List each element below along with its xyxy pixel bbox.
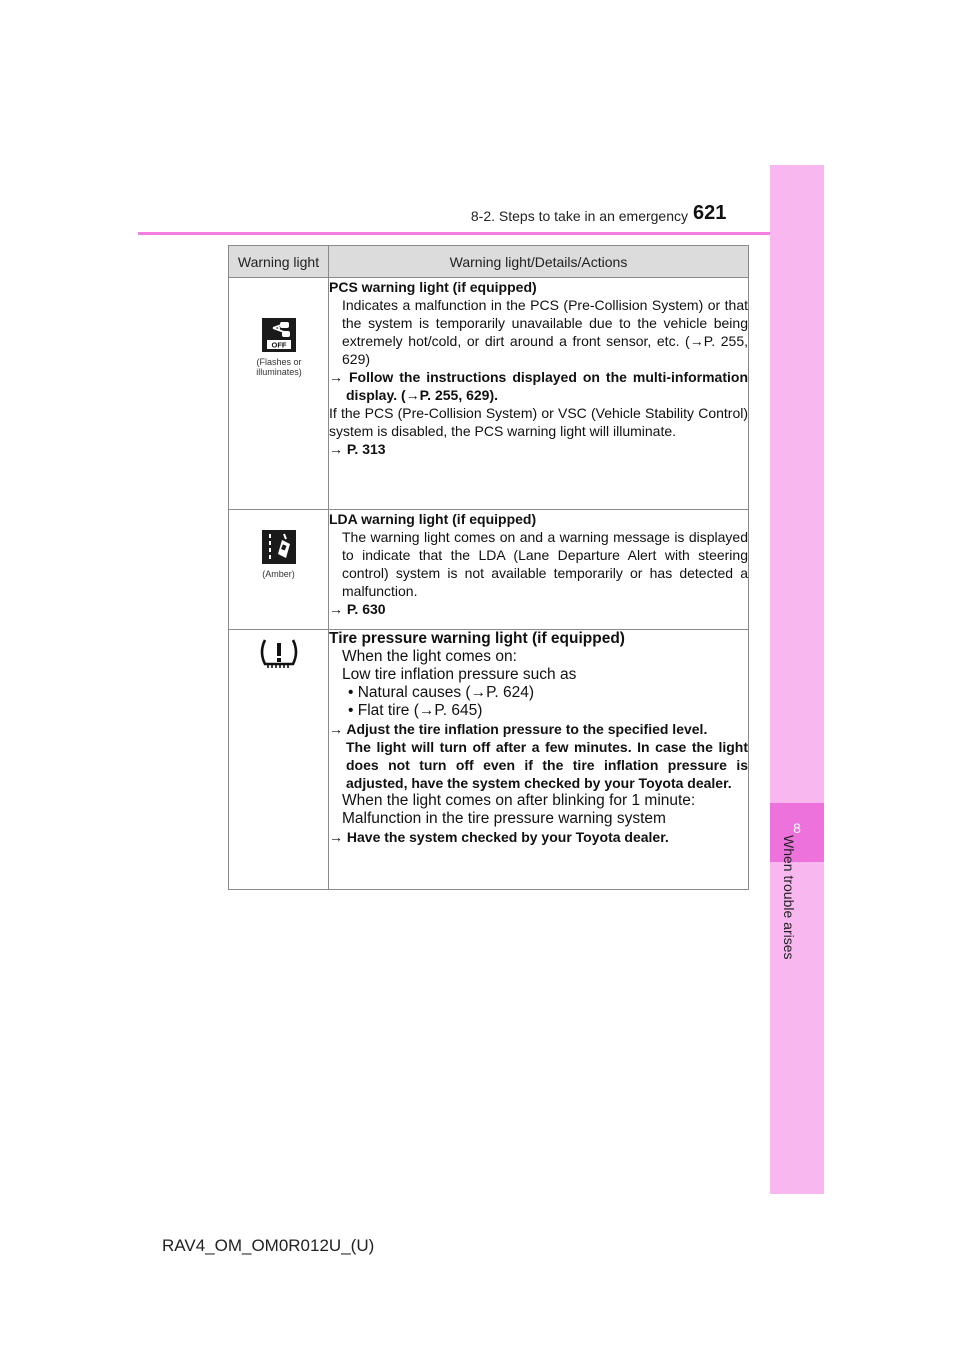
warning-description: Indicates a malfunction in the PCS (Pre-Collision System) or that the system is temporarily unavailable due to the vehicle being extremely hot/cold, or dirt around a front sensor, etc. (→P. 255, 629) [342,297,748,367]
table-header-row [229,246,749,278]
list-item: • Natural causes (→P. 624) [348,684,535,701]
warning-action: → Follow the instructions displayed on the multi-information display. (→P. 255, 629). [329,369,748,403]
document-code: RAV4_OM_OM0R012U_(U) [162,1236,375,1255]
section-title: 8-2. Steps to take in an emergency [470,208,688,224]
warning-action: → P. 630 [329,601,386,617]
column-header-details: Warning light/Details/Actions [329,246,749,278]
icon-caption: (Flashes or illuminates) [256,357,302,377]
warning-light-table [228,245,749,890]
warning-condition: When the light comes on after blinking for 1 minute: [342,792,696,809]
warning-action: → P. 313 [329,441,386,457]
chapter-label: When trouble arises [781,835,797,960]
details-cell [329,278,749,510]
chapter-side-tab [770,165,824,1194]
icon-caption: (Amber) [262,569,295,579]
chapter-number: 8 [793,820,801,836]
warning-title: Tire pressure warning light (if equipped) [329,630,625,647]
icon-cell [229,630,329,890]
table-row [229,278,749,510]
table-row [229,630,749,890]
table-row [229,510,749,630]
pcs-warning-icon [262,318,296,352]
list-item: • Flat tire (→P. 645) [348,702,483,719]
tire-pressure-warning-icon [257,636,301,672]
warning-action: → Have the system checked by your Toyota dealer. [329,829,669,845]
lda-warning-icon [262,530,296,564]
warning-title: LDA warning light (if equipped) [329,511,537,527]
header-rule [138,232,824,235]
details-cell [329,510,749,630]
warning-description: Low tire inflation pressure such as [342,666,577,683]
details-cell [329,630,749,890]
warning-title: PCS warning light (if equipped) [329,279,537,295]
warning-description: Malfunction in the tire pressure warning system [342,810,666,827]
warning-description: The warning light comes on and a warning message is displayed to indicate that the LDA (Lane Departure Alert with steering control) system is not available temporarily or has detected a malfunction. [342,529,748,599]
icon-cell [229,510,329,630]
icon-cell [229,278,329,510]
warning-action-detail: The light will turn off after a few minutes. In case the light does not turn off even if the tire inflation pressure is adjusted, have the system checked by your Toyota dealer. [346,739,748,791]
column-header-warning-light: Warning light [229,246,329,278]
warning-action: → Adjust the tire inflation pressure to the specified level. [329,721,708,737]
warning-condition: When the light comes on: [342,648,517,665]
pcs-icon-off-text: OFF [271,340,286,350]
warning-description: If the PCS (Pre-Collision System) or VSC (Vehicle Stability Control) system is disabled, the PCS warning light will illuminate. [329,405,748,439]
page-number: 621 [693,202,727,224]
